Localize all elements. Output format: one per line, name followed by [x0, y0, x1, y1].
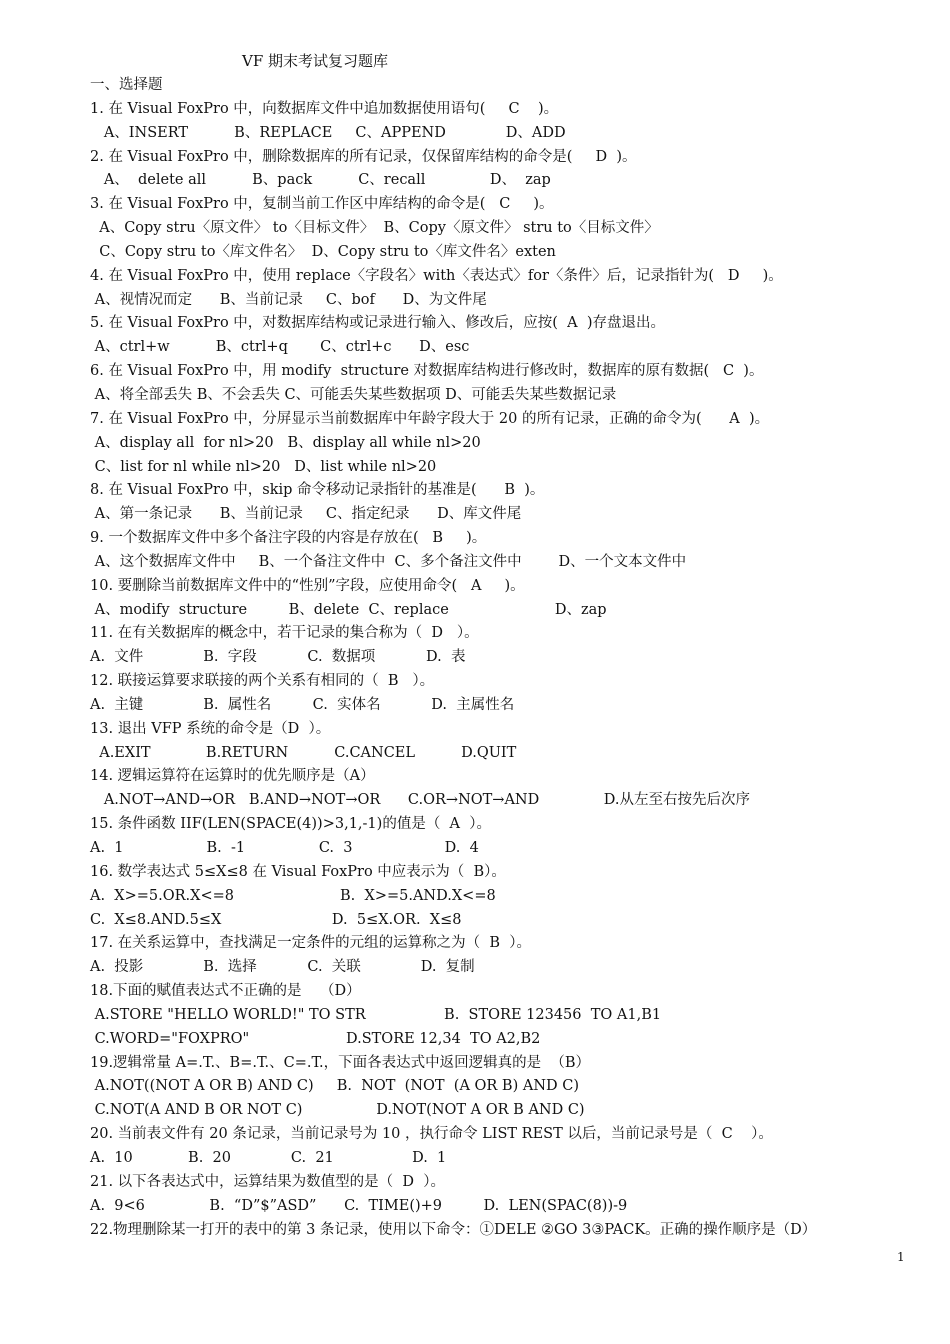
text-line: 20. 当前表文件有 20 条记录，当前记录号为 10 ，执行命令 LIST REST 以后，当前记录号是（ C ）。 — [90, 1126, 773, 1143]
text-line: A. 投影 B. 选择 C. 关联 D. 复制 — [90, 959, 475, 976]
text-line: 11. 在有关数据库的概念中，若干记录的集合称为（ D ）。 — [90, 625, 479, 642]
text-line: C、list for nl while nl>20 D、list while nl>20 — [90, 458, 437, 475]
text-line: C、Copy stru to〈库文件名〉 D、Copy stru to〈库文件名〉exten — [90, 243, 556, 260]
text-line: 4. 在 Visual FoxPro 中，使用 replace〈字段名〉with〈表达式〉for〈条件〉后，记录指针为( D )。 — [90, 267, 783, 284]
text-line: A、display all for nl>20 B、display all while nl>20 — [90, 434, 481, 451]
text-line: A. 10 B. 20 C. 21 D. 1 — [90, 1149, 447, 1166]
page-number: 1 — [897, 1250, 905, 1264]
text-line: 18.下面的赋值表达式不正确的是 （D） — [90, 983, 361, 1000]
text-line: C.WORD="FOXPRO" D.STORE 12,34 TO A2,B2 — [90, 1030, 541, 1047]
text-line: 一、选择题 — [90, 77, 163, 93]
text-line: A、这个数据库文件中 B、一个备注文件中 C、多个备注文件中 D、一个文本文件中 — [90, 553, 687, 570]
text-line: A、 delete all B、pack C、recall D、 zap — [90, 172, 551, 189]
text-line: 3. 在 Visual FoxPro 中，复制当前工作区中库结构的命令是( C )。 — [90, 196, 554, 213]
text-line: 2. 在 Visual FoxPro 中，删除数据库的所有记录，仅保留库结构的命令是( D )。 — [90, 148, 637, 165]
text-line: 14. 逻辑运算符在运算时的优先顺序是（A） — [90, 768, 375, 785]
text-line: 5. 在 Visual FoxPro 中，对数据库结构或记录进行输入、修改后，应按( A )存盘退出。 — [90, 315, 665, 332]
text-line: A、第一条记录 B、当前记录 C、指定纪录 D、库文件尾 — [90, 506, 522, 523]
text-line: A、INSERT B、REPLACE C、APPEND D、ADD — [90, 124, 566, 141]
text-line: 1. 在 Visual FoxPro 中，向数据库文件中追加数据使用语句( C )。 — [90, 100, 559, 117]
document-title: VF 期末考试复习题库 — [242, 52, 389, 70]
text-line: 6. 在 Visual FoxPro 中，用 modify structure 对数据库结构进行修改时，数据库的原有数据( C )。 — [90, 363, 764, 380]
text-line: A.NOT→AND→OR B.AND→NOT→OR C.OR→NOT→AND D.从左至右按先后次序 — [90, 792, 750, 809]
text-line: 19.逻辑常量 A=.T.、B=.T.、C=.T.，下面各表达式中返回逻辑真的是 （B） — [90, 1054, 590, 1071]
text-line: 15. 条件函数 IIF(LEN(SPACE(4))>3,1,-1)的值是（ A ）。 — [90, 816, 491, 833]
text-line: 22.物理删除某一打开的表中的第 3 条记录，使用以下命令：①DELE ②GO 3③PACK。正确的操作顺序是（D） — [90, 1221, 817, 1238]
text-line: A. X>=5.OR.X<=8 B. X>=5.AND.X<=8 — [90, 887, 496, 904]
text-line: A. 主键 B. 属性名 C. 实体名 D. 主属性名 — [90, 696, 515, 713]
text-line: A.STORE "HELLO WORLD!" TO STR B. STORE 123456 TO A1,B1 — [90, 1006, 662, 1023]
text-line: 17. 在关系运算中，查找满足一定条件的元组的运算称之为（ B ）。 — [90, 935, 532, 952]
text-line: A.EXIT B.RETURN C.CANCEL D.QUIT — [90, 744, 517, 761]
text-line: 13. 退出 VFP 系统的命令是（D ）。 — [90, 720, 331, 737]
text-line: 9. 一个数据库文件中多个备注字段的内容是存放在( B )。 — [90, 530, 487, 547]
text-line: C.NOT(A AND B OR NOT C) D.NOT(NOT A OR B AND C) — [90, 1102, 585, 1119]
text-line: A、ctrl+w B、ctrl+q C、ctrl+c D、esc — [90, 339, 470, 356]
text-line: 8. 在 Visual FoxPro 中，skip 命令移动记录指针的基准是( B )。 — [90, 482, 545, 499]
text-line: A.NOT((NOT A OR B) AND C) B. NOT (NOT (A OR B) AND C) — [90, 1078, 579, 1095]
text-line: A、将全部丢失 B、不会丢失 C、可能丢失某些数据项 D、可能丢失某些数据记录 — [90, 386, 617, 403]
question-list — [90, 74, 910, 1242]
text-line: A. 1 B. -1 C. 3 D. 4 — [90, 840, 479, 856]
text-line: 12. 联接运算要求联接的两个关系有相同的（ B ）。 — [90, 673, 435, 690]
text-line: A、modify structure B、delete C、replace D、zap — [90, 601, 607, 618]
text-line: A. 文件 B. 字段 C. 数据项 D. 表 — [90, 649, 466, 666]
text-line: C. X≤8.AND.5≤X D. 5≤X.OR. X≤8 — [90, 911, 462, 928]
text-line: 7. 在 Visual FoxPro 中，分屏显示当前数据库中年龄字段大于 20 的所有记录，正确的命令为( A )。 — [90, 410, 770, 427]
text-line: 21. 以下各表达式中，运算结果为数值型的是（ D ）。 — [90, 1173, 445, 1190]
text-line: 10. 要删除当前数据库文件中的“性别”字段，应使用命令( A )。 — [90, 577, 525, 594]
text-line: A、视情况而定 B、当前记录 C、bof D、为文件尾 — [90, 291, 487, 308]
text-line: 16. 数学表达式 5≤X≤8 在 Visual FoxPro 中应表示为（ B）。 — [90, 863, 506, 880]
text-line: A、Copy stru〈原文件〉 to〈目标文件〉 B、Copy〈原文件〉 stru to〈目标文件〉 — [90, 220, 659, 237]
text-line: A. 9<6 B. “D”$”ASD” C. TIME()+9 D. LEN(SPAC(8))-9 — [90, 1197, 628, 1214]
